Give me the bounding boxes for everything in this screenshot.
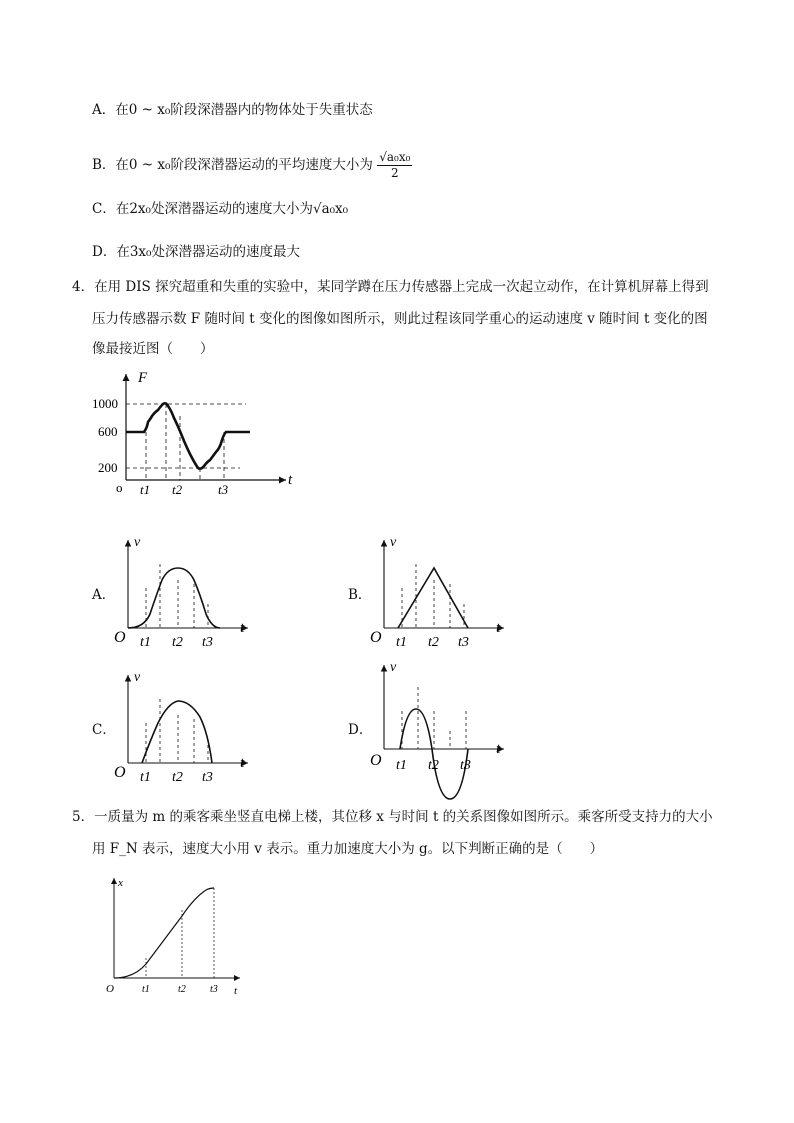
q4-option-b-letter[interactable]: B． xyxy=(348,587,372,603)
velocity-curve xyxy=(400,709,468,799)
svg-text:t: t xyxy=(240,755,245,771)
tick-label-1000: 1000 xyxy=(92,396,118,411)
velocity-curve xyxy=(398,568,468,628)
q4-stem-line1: 4．在用 DIS 探究超重和失重的实验中，某同学蹲在压力传感器上完成一次起立动作，在计算机屏幕上得到 xyxy=(72,279,709,295)
svg-text:t1: t1 xyxy=(140,770,151,785)
svg-text:v: v xyxy=(390,535,397,550)
svg-text:O: O xyxy=(114,764,126,781)
position-expr: 2x₀ xyxy=(129,201,151,217)
svg-text:t1: t1 xyxy=(142,984,150,995)
tick-label-t2: t2 xyxy=(172,482,183,497)
svg-text:t: t xyxy=(234,985,238,997)
svg-text:t3: t3 xyxy=(202,770,213,785)
range-expr: 0 ~ x₀ xyxy=(128,102,171,118)
range-expr: 0 ~ x₀ xyxy=(128,157,171,173)
svg-text:v: v xyxy=(134,535,141,550)
q5-stem-line1: 5．一质量为 m 的乘客乘坐竖直电梯上楼，其位移 x 与时间 t 的关系图像如图所示。乘客所受支持力的大小 xyxy=(72,809,713,825)
fraction-expr: $\frac{\text{√a₀x₀}}{2}$ xyxy=(379,150,411,180)
q4-option-b-graph[interactable] xyxy=(366,534,516,652)
origin-label: o xyxy=(116,480,123,495)
svg-text:v: v xyxy=(134,670,141,685)
velocity-curve xyxy=(142,701,212,763)
svg-text:t1: t1 xyxy=(396,758,407,773)
t-axis-label: t xyxy=(288,472,293,488)
q4-stem-line2: 压力传感器示数 F 随时间 t 变化的图像如图所示，则此过程该同学重心的运动速度 v 随时间 t 变化的图 xyxy=(92,311,708,327)
q4-option-a-graph[interactable] xyxy=(110,534,260,652)
f-axis-label: F xyxy=(138,370,148,386)
tick-label-t1: t1 xyxy=(140,482,151,497)
velocity-curve xyxy=(128,568,220,628)
q4-option-c-graph[interactable] xyxy=(110,669,260,787)
tick-label-600: 600 xyxy=(98,424,118,439)
svg-text:v: v xyxy=(390,660,397,675)
svg-text:t3: t3 xyxy=(458,635,469,650)
svg-text:t: t xyxy=(496,620,501,636)
q3-option-d[interactable]: D．在3x₀处深潜器运动的速度最大 xyxy=(92,244,300,260)
tick-label-200: 200 xyxy=(98,460,118,475)
q3-option-b[interactable]: B．在0 ~ x₀阶段深潜器运动的平均速度大小为 $\frac{\text{√a₀x₀}}{2}$ xyxy=(92,150,411,180)
tick-label-t3: t3 xyxy=(218,482,229,497)
svg-text:t2: t2 xyxy=(428,635,439,650)
svg-text:t1: t1 xyxy=(140,635,151,650)
q4-option-d-graph[interactable] xyxy=(366,659,516,809)
q4-option-c-letter[interactable]: C． xyxy=(92,722,116,738)
force-curve xyxy=(126,403,250,468)
svg-text:t3: t3 xyxy=(210,984,218,995)
svg-text:O: O xyxy=(370,752,382,769)
svg-text:O: O xyxy=(370,629,382,646)
svg-text:O: O xyxy=(114,629,126,646)
svg-text:t2: t2 xyxy=(172,635,183,650)
q5-stem-line2: 用 F_N 表示，速度大小用 v 表示。重力加速度大小为 g。以下判断正确的是（ ） xyxy=(92,841,604,857)
svg-text:t2: t2 xyxy=(428,758,439,773)
svg-text:t3: t3 xyxy=(202,635,213,650)
displacement-curve xyxy=(114,888,214,978)
svg-text:t: t xyxy=(240,620,245,636)
force-time-graph xyxy=(92,366,308,502)
svg-text:t: t xyxy=(496,741,501,757)
q4-stem-line3: 像最接近图（ ） xyxy=(92,341,214,357)
svg-text:t1: t1 xyxy=(396,635,407,650)
svg-text:x: x xyxy=(118,877,123,889)
svg-text:t2: t2 xyxy=(178,984,186,995)
q4-option-a-letter[interactable]: A． xyxy=(92,587,116,603)
svg-text:t2: t2 xyxy=(172,770,183,785)
sqrt-expr: √a₀x₀ xyxy=(312,201,349,217)
svg-text:O: O xyxy=(106,983,114,995)
q3-option-c[interactable]: C．在2x₀处深潜器运动的速度大小为√a₀x₀ xyxy=(92,201,349,217)
svg-text:t3: t3 xyxy=(460,758,471,773)
q3-option-a[interactable]: A．在0 ~ x₀阶段深潜器内的物体处于失重状态 xyxy=(92,102,373,118)
q4-option-d-letter[interactable]: D． xyxy=(348,722,373,738)
position-expr: 3x₀ xyxy=(129,244,152,260)
displacement-time-graph xyxy=(100,872,260,998)
